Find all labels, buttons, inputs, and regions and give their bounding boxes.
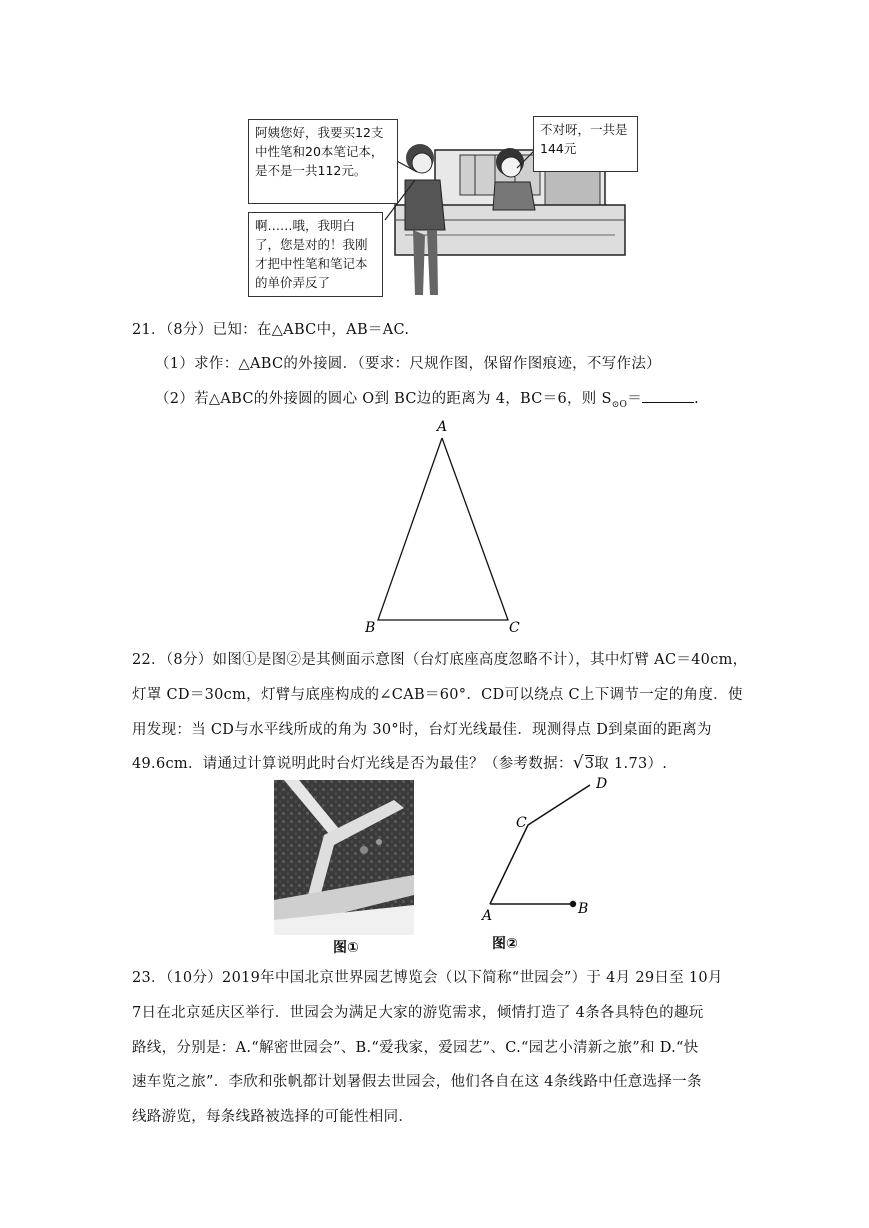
lamp-photo (274, 780, 414, 935)
triangle-label-c: C (509, 620, 520, 636)
speech-bubble-customer-question: 阿姨您好，我要买12支中性笔和20本笔记本，是不是一共112元。 (248, 119, 398, 204)
lamp-diagram (478, 770, 608, 950)
q22-line1: 22．（8分）如图①是图②是其侧面示意图（台灯底座高度忽略不计），其中灯臂 AC＝40cm， (132, 652, 748, 668)
q23-line5: 线路游览，每条线路被选择的可能性相同． (132, 1109, 414, 1125)
diagram-label-c: C (516, 815, 527, 831)
sqrt-radicand: 3 (584, 756, 595, 772)
q22-line4-prefix: 49.6cm．请通过计算说明此时台灯光线是否为最佳？（参考数据： (132, 756, 573, 772)
q22-line3: 用发现：当 CD与水平线所成的角为 30°时，台灯光线最佳．现测得点 D到桌面的距离为 (132, 722, 712, 738)
triangle-abc-figure (355, 415, 535, 640)
diagram-label-b: B (578, 901, 589, 917)
q21-part2-prefix: （2）若△ABC的外接圆的圆心 O到 BC边的距离为 4，BC＝6，则 S (155, 391, 612, 407)
q21-circle-subscript: ⊙O (611, 399, 628, 410)
speech-bubble-shopkeeper: 不对呀，一共是144元 (533, 116, 638, 172)
triangle-label-a: A (437, 419, 448, 435)
speech-bubble-customer-realization: 啊……哦，我明白了，您是对的！我刚才把中性笔和笔记本的单价弄反了 (248, 212, 383, 297)
q22-line4-suffix: 取 1.73）. (594, 756, 668, 772)
q23-line1: 23．（10分）2019年中国北京世界园艺博览会（以下简称“世园会”）于 4月 29日至 10月 (132, 970, 723, 986)
q21-part2-end: . (694, 391, 699, 407)
q22-line2: 灯罩 CD＝30cm，灯臂与底座构成的∠CAB＝60°．CD可以绕点 C上下调节一定的角度．使 (132, 687, 743, 703)
answer-blank[interactable] (642, 390, 694, 403)
fig2-caption: 图② (492, 936, 518, 952)
q21-part1: （1）求作：△ABC的外接圆．（要求：尺规作图，保留作图痕迹，不写作法） (155, 356, 661, 372)
q23-line3: 路线，分别是：A.“解密世园会”、B.“爱我家，爱园艺”、C.“园艺小清新之旅”和 D.“快 (132, 1040, 699, 1056)
point-b-dot (570, 901, 576, 907)
q23-line4: 速车览之旅”．李欣和张帆都计划暑假去世园会，他们各自在这 4条线路中任意选择一条 (132, 1074, 702, 1090)
triangle-label-b: B (365, 620, 376, 636)
q21-part2-eq: ＝ (627, 391, 643, 407)
triangle-abc (378, 438, 508, 620)
diagram-label-d: D (596, 776, 608, 792)
q21-title: 21．（8分）已知：在△ABC中，AB＝AC. (132, 322, 410, 338)
fig1-caption: 图① (333, 940, 359, 956)
lamp-arm-and-shade (490, 785, 590, 904)
q21-part2 (155, 387, 699, 410)
diagram-label-a: A (482, 908, 493, 924)
q23-line2: 7日在北京延庆区举行．世园会为满足大家的游览需求，倾情打造了 4条各具特色的趣玩 (132, 1005, 704, 1021)
